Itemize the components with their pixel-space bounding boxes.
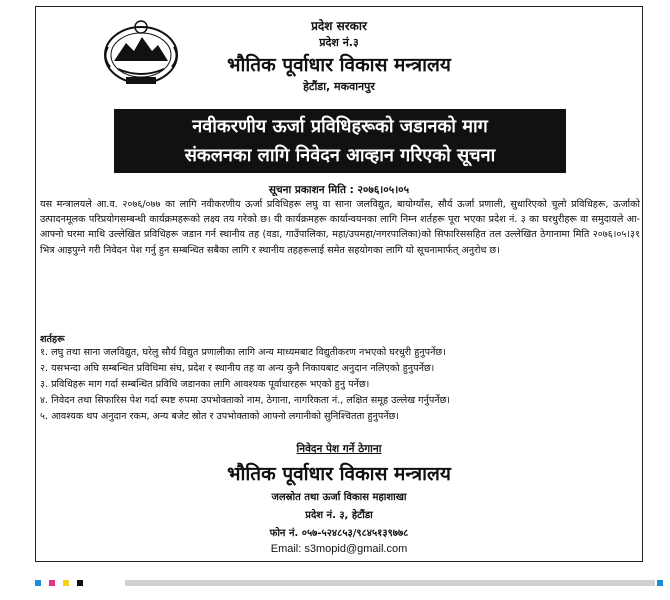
notice-frame <box>35 6 643 562</box>
address-province: प्रदेश नं. ३, हेटौंडा <box>305 510 373 521</box>
condition-item: २. यसभन्दा अघि सम्बन्धित प्रविधिमा संघ, प्रदेश र स्थानीय तह वा अन्य कुनै निकायबाट अनुदान नलिएको हुनुपर्नेछ। <box>40 363 435 374</box>
notice-title <box>114 109 566 173</box>
header-location: हेटौंडा, मकवानपुर <box>303 80 375 93</box>
address-phone: फोन नं. ०५७-५२४८५३/९८४५१३९७७८ <box>269 528 409 539</box>
condition-item: १. लघु तथा साना जलविद्युत, घरेलु सौर्य विद्युत प्रणालीका लागि अन्य माध्यमबाट विद्युतीकरण नभएको घरधुरी हुनुपर्नेछ। <box>40 347 446 358</box>
address-division: जलस्रोत तथा ऊर्जा विकास महाशाखा <box>271 492 407 503</box>
footer-square-magenta <box>49 580 55 586</box>
header-ministry: भौतिक पूर्वाधार विकास मन्त्रालय <box>227 54 451 76</box>
footer-square-black <box>77 580 83 586</box>
condition-item: ३. प्रविधिहरू माग गर्दा सम्बन्धित प्रविधि जडानका लागि आवश्यक पूर्वाधारहरू भएको हुनु पर्नेछ। <box>40 379 370 390</box>
notice-title-line2: संकलनका लागि निवेदन आव्हान गरिएको सूचना <box>184 145 496 166</box>
conditions-list <box>40 345 450 425</box>
header-province: प्रदेश नं.३ <box>319 36 359 49</box>
publication-date: सूचना प्रकाशन मिति : २०७६।०५।०५ <box>268 184 410 196</box>
address-heading: निवेदन पेश गर्ने ठेगाना <box>296 443 382 455</box>
footer-square-blue <box>35 580 41 586</box>
footer-square-end <box>657 580 663 586</box>
conditions-heading: शर्तहरू <box>40 334 65 345</box>
condition-item: ४. निवेदन तथा सिफारिस पेश गर्दा स्पष्ट रुपमा उपभोक्ताको नाम, ठेगाना, नागरिकता नं., लक्षित समूह उल्लेख गर्नुपर्नेछ। <box>40 395 450 406</box>
footer-bar <box>125 580 655 586</box>
notice-paragraph: यस मन्त्रालयले आ.व. २०७६/०७७ का लागि नवीकरणीय ऊर्जा प्रविधिहरू लघु वा साना जलविद्युत, बायोग्याँस, सौर्य ऊर्जा प्रणाली, सुधारिएको चुलो प्रविधिहरू, ऊर्जाको उत्पादनमूलक परिप्रयोगसम्बन्धी कार्यक्रमहरूको लक्ष्य तय गरेको छ। यी कार्यक्रमहरू कार्यान्वयनका लागि निम्न शर्तहरू पूरा भएका प्रदेश नं. ३ का घरधुरीहरू वा समुदायले आ-आफ्नो घरमा माथि उल्लेखित प्रविधिहरू जडान गर्न स्थानीय तह (वडा, गाउँपालिका, महा/उपमहा/नगरपालिका)को सिफारिससहित तल उल्लेखित ठेगानामा मिति २०७६।०५।३१ भित्र आइपुग्ने गरी निवेदन पेश गर्नु हुन सम्बन्धित सबैका लागि र स्थानीय तहहरूलाई समेत सहयोगका लागि यो सूचनामार्फत् अनुरोध छ। <box>40 199 640 256</box>
color-footer <box>35 580 663 586</box>
address-email: Email: s3mopid@gmail.com <box>270 543 408 555</box>
header-government: प्रदेश सरकार <box>311 19 367 33</box>
address-ministry: भौतिक पूर्वाधार विकास मन्त्रालय <box>227 463 451 485</box>
notice-title-line1: नवीकरणीय ऊर्जा प्रविधिहरूको जडानको माग <box>192 116 488 137</box>
footer-square-yellow <box>63 580 69 586</box>
condition-item: ५. आवश्यक थप अनुदान रकम, अन्य बजेट स्रोत र उपभोक्ताको आफ्नो लगानीको सुनिश्चितता हुनुपर्नेछ। <box>40 411 400 422</box>
